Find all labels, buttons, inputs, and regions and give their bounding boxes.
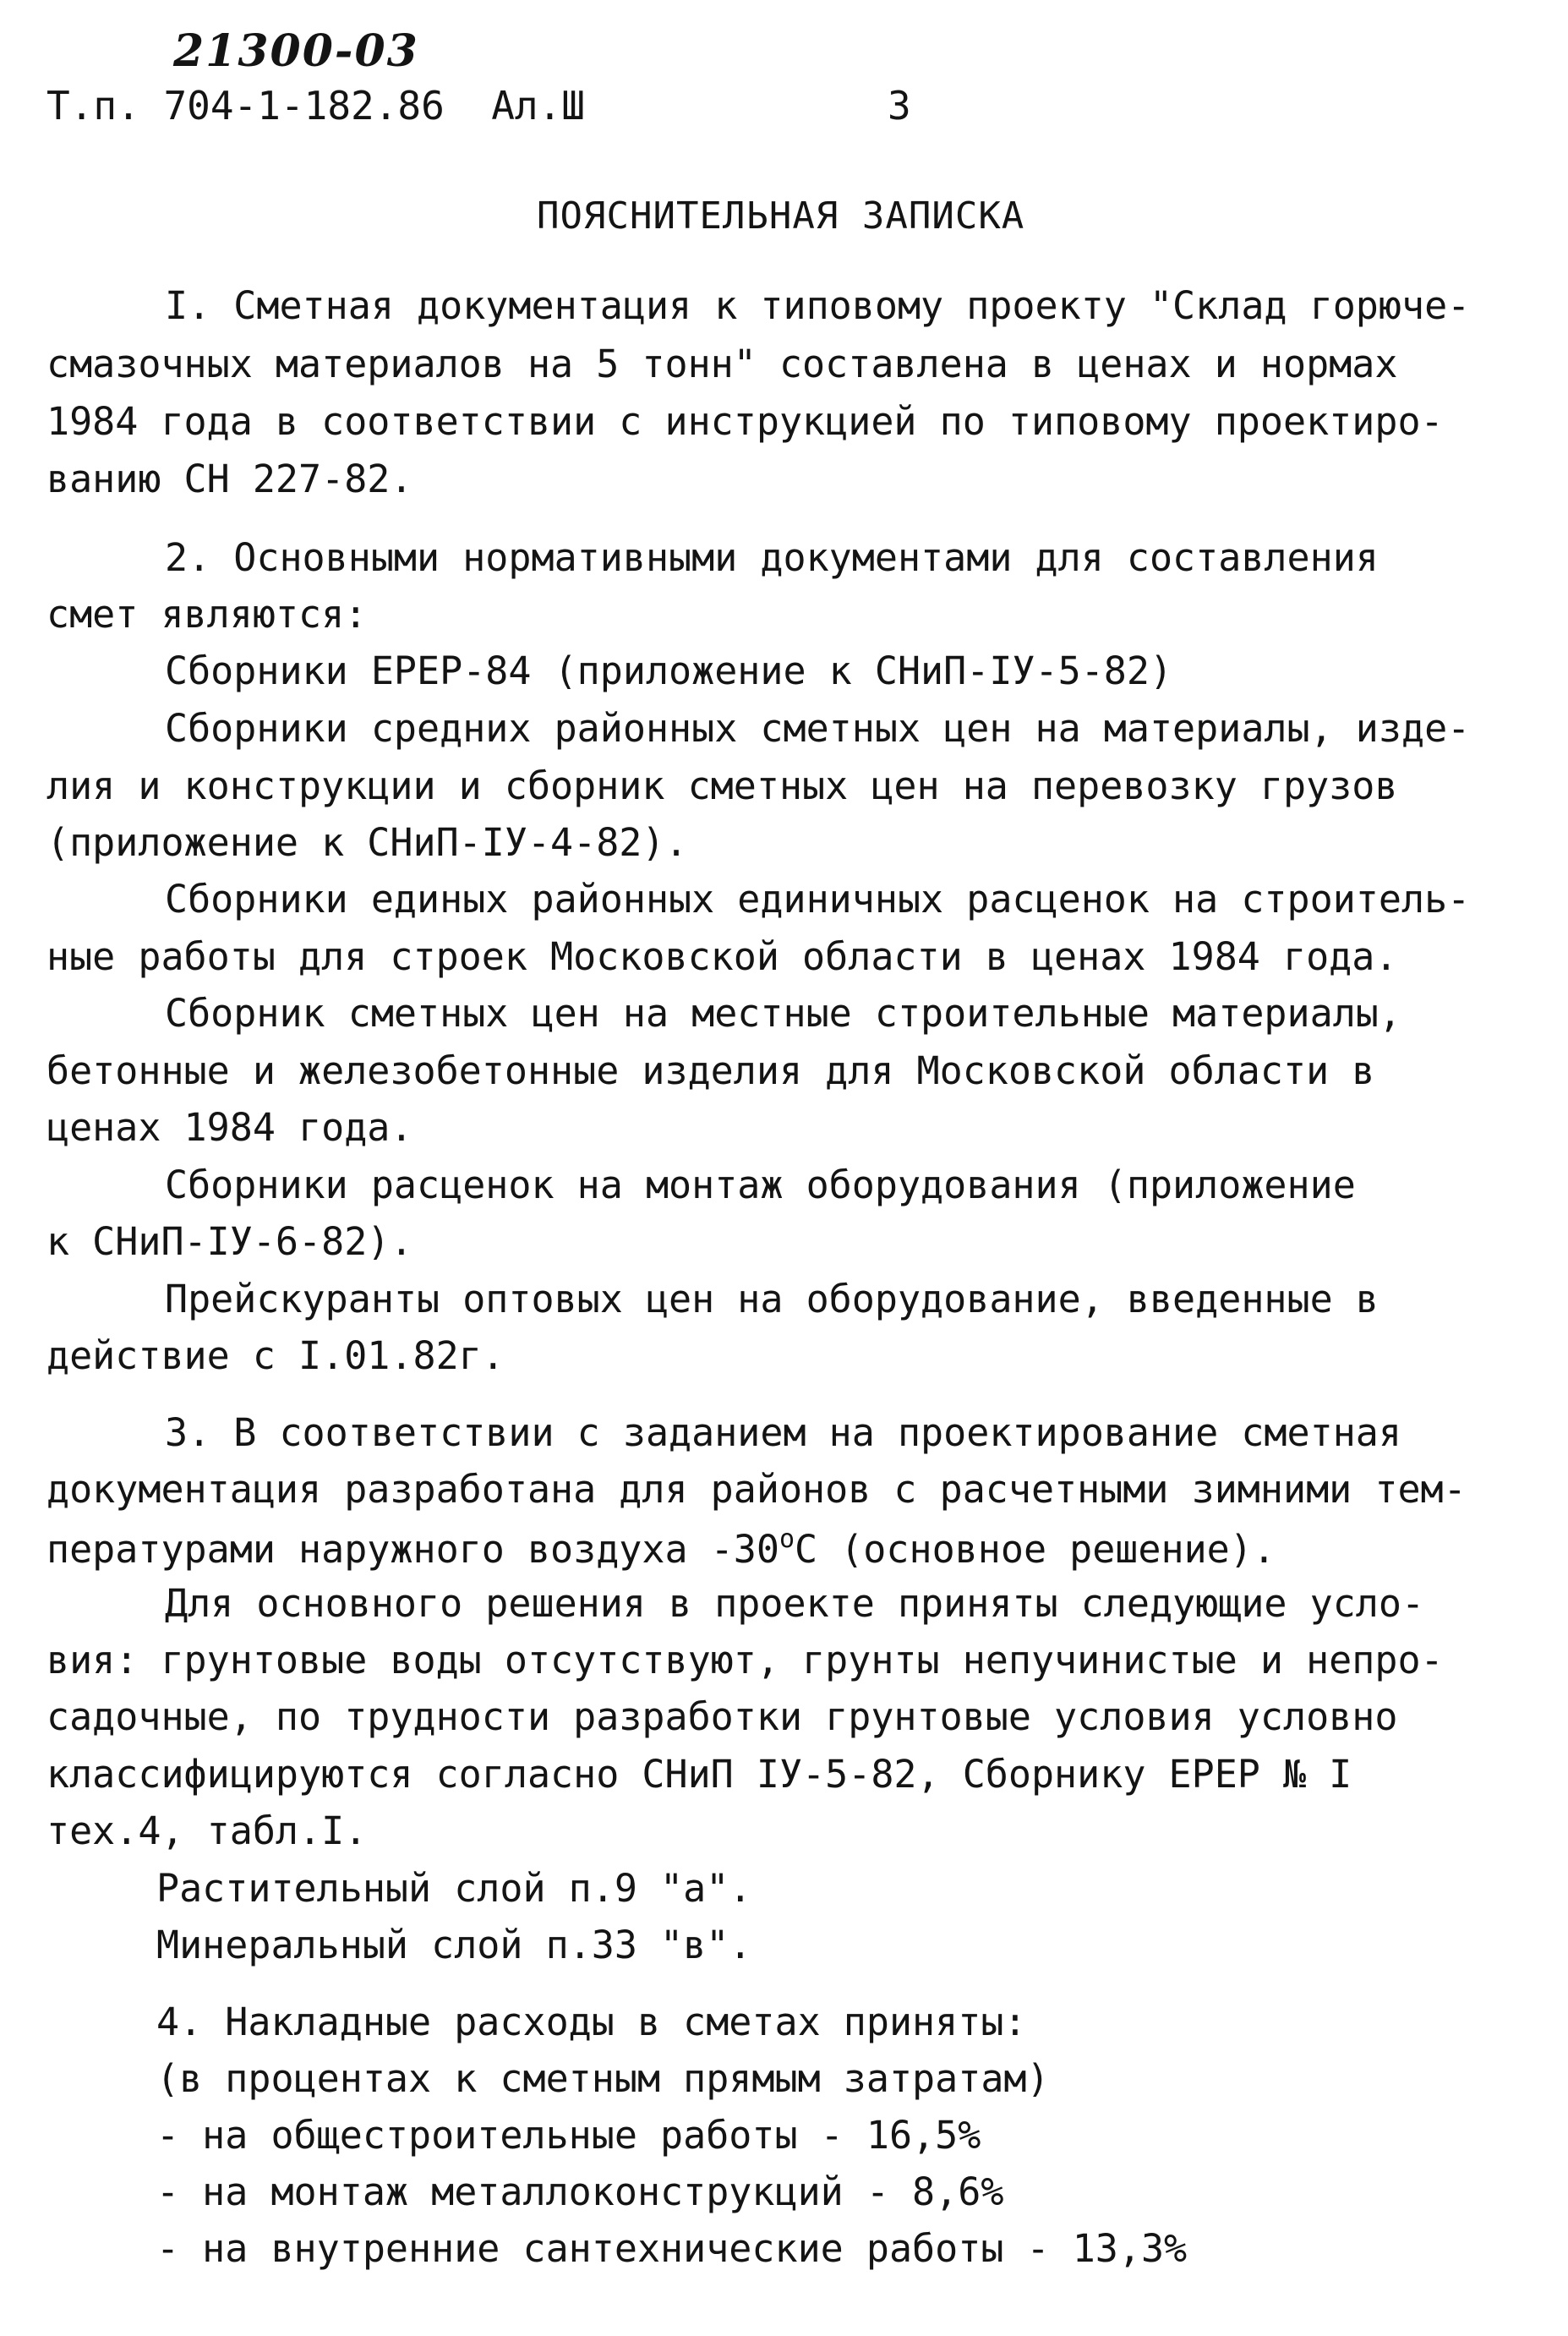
handwritten-document-number: 21300-03 — [173, 25, 419, 77]
text-line-section3-5: вия: грунтовые воды отсутствуют, грунты непучинистые и непро- — [46, 1638, 1444, 1682]
text-line-section2-14: Прейскуранты оптовых цен на оборудование, введенные в — [165, 1277, 1379, 1321]
text-line-section2-13: к СНиП-IУ-6-82). — [46, 1219, 413, 1264]
text-line-section2-8: ные работы для строек Московской области в ценах 1984 года. — [46, 934, 1398, 979]
text-line-section1-3: 1984 года в соответствии с инструкцией по типовому проектиро- — [46, 399, 1444, 444]
text-line-section2-11: ценах 1984 года. — [46, 1105, 413, 1150]
text-line-section3-9: Растительный слой п.9 "а". — [156, 1866, 752, 1911]
text-line-section1-2: смазочных материалов на 5 тонн" составлена в ценах и нормах — [46, 342, 1398, 386]
text-line-section3-4: Для основного решения в проекте приняты следующие усло- — [165, 1581, 1425, 1626]
text-line-section2-1: 2. Основными нормативными документами для составления — [165, 535, 1379, 580]
text-line-section3-10: Минеральный слой п.33 "в". — [156, 1923, 752, 1967]
text-line-section2-9: Сборник сметных цен на местные строительные материалы, — [165, 991, 1401, 1036]
text-line-section4-4: - на монтаж металлоконструкций - 8,6% — [156, 2169, 1004, 2214]
text-line-section3-2: документация разработана для районов с расчетными зимними тем- — [46, 1467, 1467, 1512]
text-line-section3-8: тех.4, табл.I. — [46, 1808, 368, 1853]
text-line-section4-3: - на общестроительные работы - 16,5% — [156, 2113, 981, 2158]
text-line-section2-10: бетонные и железобетонные изделия для Московской области в — [46, 1048, 1375, 1093]
text-line-section2-12: Сборники расценок на монтаж оборудования (приложение — [165, 1163, 1356, 1207]
text-line-section3-6: садочные, по трудности разработки грунтовые условия условно — [46, 1694, 1398, 1739]
text-line-section2-2: смет являются: — [46, 592, 368, 637]
page-number: 3 — [888, 83, 911, 129]
text-line-section4-2: (в процентах к сметным прямым затратам) — [156, 2056, 1050, 2101]
text-line-section4-1: 4. Накладные расходы в сметах приняты: — [156, 2000, 1027, 2044]
text-line-section2-7: Сборники единых районных единичных расценок на строитель- — [165, 877, 1471, 922]
text-line-section2-15: действие с I.01.82г. — [46, 1333, 505, 1378]
text-line-section3-1: 3. В соответствии с заданием на проектирование сметная — [165, 1410, 1401, 1455]
temperature-text-suffix: С (основное решение). — [795, 1527, 1276, 1572]
text-line-section2-3: Сборники ЕРЕР-84 (приложение к СНиП-IУ-5-82) — [165, 648, 1173, 693]
degree-superscript: о — [779, 1524, 795, 1554]
text-line-section3-3 — [46, 1524, 1276, 1572]
text-line-section2-5: лия и конструкции и сборник сметных цен на перевозку грузов — [46, 763, 1398, 808]
text-line-section1-4: ванию СН 227-82. — [46, 457, 413, 501]
text-line-section2-6: (приложение к СНиП-IУ-4-82). — [46, 820, 688, 865]
text-line-section4-5: - на внутренние сантехнические работы - 13,3% — [156, 2226, 1188, 2271]
document-title: ПОЯСНИТЕЛЬНАЯ ЗАПИСКА — [537, 194, 1025, 238]
text-line-section3-7: классифицируются согласно СНиП IУ-5-82, Сборнику ЕРЕР № I — [46, 1752, 1352, 1797]
temperature-text: пературами наружного воздуха -30 — [46, 1527, 779, 1572]
document-code: Т.п. 704-1-182.86 Ал.Ш — [46, 83, 585, 129]
text-line-section2-4: Сборники средних районных сметных цен на материалы, изде- — [165, 706, 1471, 751]
text-line-section1-1: I. Сметная документация к типовому проекту "Склад горюче- — [165, 283, 1471, 328]
